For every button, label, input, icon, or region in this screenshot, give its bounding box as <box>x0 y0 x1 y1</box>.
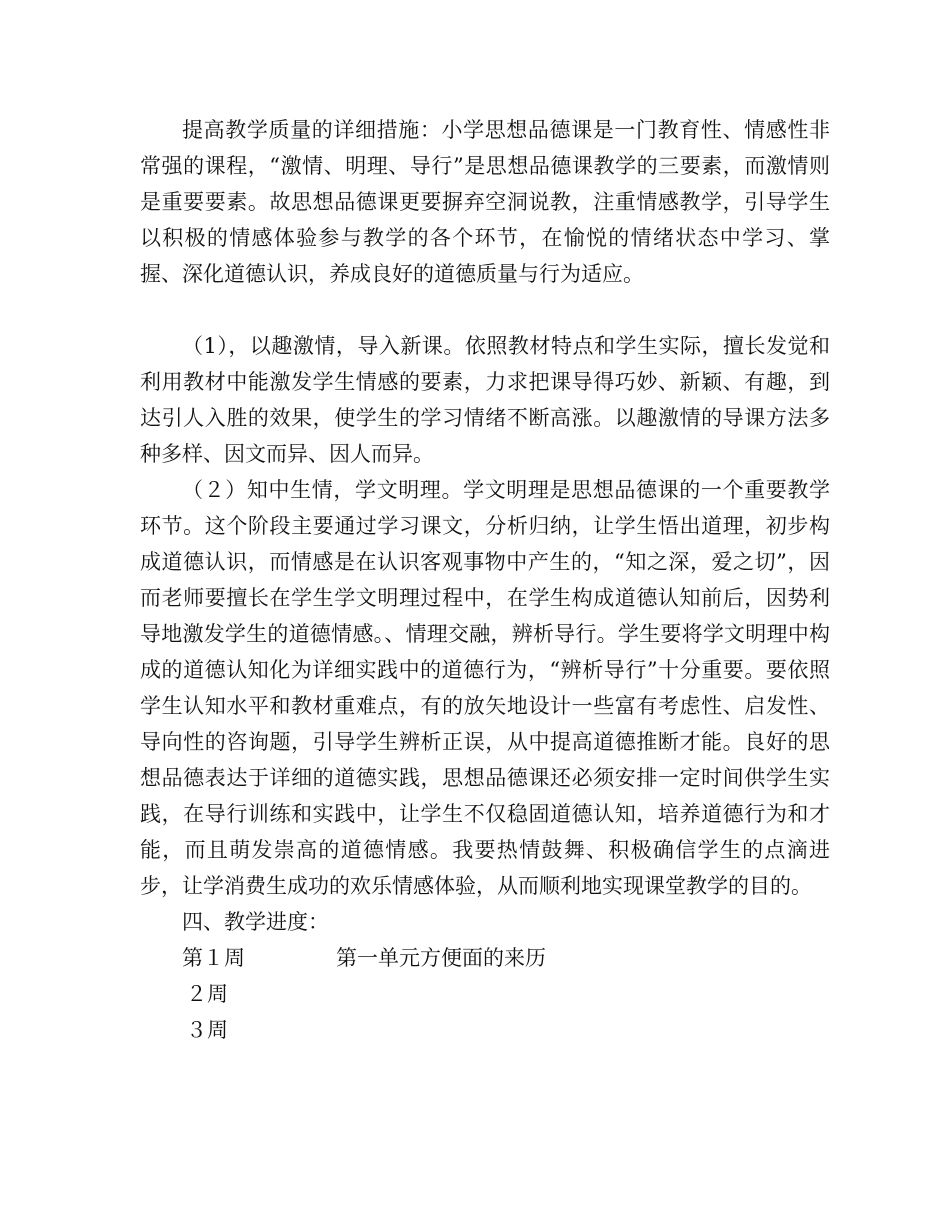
paragraph-gap <box>140 292 830 328</box>
section-4-heading: 四、教学进度： <box>182 910 329 934</box>
schedule-week: ３周 <box>186 1018 228 1042</box>
schedule-content: 第一单元方便面的来历 <box>336 946 546 970</box>
schedule-row <box>140 976 830 1012</box>
schedule-row <box>140 1012 830 1048</box>
schedule-week: ２周 <box>186 982 228 1006</box>
schedule-week: 第１周 <box>182 946 245 970</box>
point-2-paragraph: （２）知中生情，学文明理。学文明理是思想品德课的一个重要教学环节。这个阶段主要通过学习课文，分析归纳，让学生悟出道理，初步构成道德认识，而情感是在认识客观事物中产生的，“知之深，爱之切”，因而老师要擅长在学生学文明理过程中，在学生构成道德认知前后，因势利导地激发学生的道德情感。、情理交融，辨析导行。学生要将学文明理中构成的道德认知化为详细实践中的道德行为，“辨析导行”十分重要。要依照学生认知水平和教材重难点，有的放矢地设计一些富有考虑性、启发性、导向性的咨询题，引导学生辨析正误，从中提高道德推断才能。良好的思想品德表达于详细的道德实践，思想品德课还必须安排一定时间供学生实践，在导行训练和实践中，让学生不仅稳固道德认知，培养道德行为和才能，而且萌发崇高的道德情感。我要热情鼓舞、积极确信学生的点滴进步，让学消费生成功的欢乐情感体验，从而顺利地实现课堂教学的目的。 <box>140 478 830 898</box>
point-1-paragraph: （1），以趣激情，导入新课。依照教材特点和学生实际，擅长发觉和利用教材中能激发学生情感的要素，力求把课导得巧妙、新颖、有趣，到达引人入胜的效果，使学生的学习情绪不断高涨。以趣激情的导课方法多种多样、因文而异、因人而异。 <box>140 334 830 466</box>
schedule-list <box>140 940 830 1048</box>
intro-paragraph: 提高教学质量的详细措施：小学思想品德课是一门教育性、情感性非常强的课程，“激情、明理、导行”是思想品德课教学的三要素，而激情则是重要要素。故思想品德课更要摒弃空洞说教，注重情感教学，引导学生以积极的情感体验参与教学的各个环节，在愉悦的情绪状态中学习、掌握、深化道德认识，养成良好的道德质量与行为适应。 <box>140 118 830 286</box>
schedule-row <box>140 940 830 976</box>
document-page <box>140 112 830 1048</box>
